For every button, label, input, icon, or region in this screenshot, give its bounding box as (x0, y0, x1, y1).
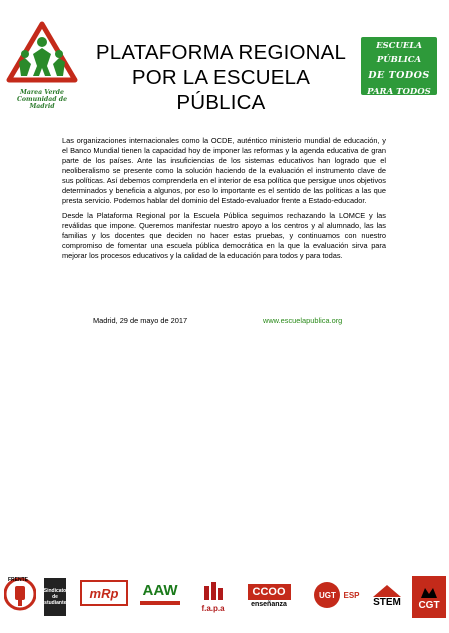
ugt-esp-logo (310, 578, 364, 612)
mrp-logo (80, 580, 128, 606)
marea-verde-caption: Marea Verde (20, 89, 64, 96)
fapa-label: f.a.p.a (201, 603, 225, 613)
marea-verde-logo (5, 20, 79, 108)
website-link[interactable]: www.escuelapublica.org (263, 316, 343, 325)
frente-label: FRENTE (8, 577, 28, 583)
escuela-publica-logo-line1: ESCUELA PÚBLICA (376, 41, 422, 65)
frente-estudiantil-logo (4, 576, 36, 616)
cgt-logo (412, 576, 446, 618)
sindicato-label: Sindicato de Estudiantes (40, 588, 70, 606)
paragraph-1: Las organizaciones internacionales como la OCDE, auténtico ministerio mundial de educación, y el Banco Mundial tienen la capacidad hoy de imponer las reformas y la agenda educativa de gran parte de los países. Ante las insuficiencias de los sistemas educativos han logrado que el neoliberalismo se presente como la solución haciendo de la evaluación el instrumento clave de sus políticas. Así debemos comprenderla en el interior de esa política que persigue unos objetivos determinados y beneficia a algunos, por eso lo importante es el sentido de las políticas a las que presta servicio. Podemos hablar del dominio del Estado-evaluador frente a Estado-educador. (62, 136, 386, 205)
cgt-cat-icon (419, 584, 439, 600)
stem-logo (367, 578, 407, 614)
aaw-label: AAW (142, 581, 178, 599)
ugt-label: UGT (314, 582, 340, 608)
footer-logos (0, 570, 449, 620)
date-line: Madrid, 29 de mayo de 2017 (93, 316, 188, 325)
page-title (86, 40, 356, 115)
cgt-label: CGT (418, 599, 440, 611)
esp-label: ESP (343, 590, 360, 600)
fapa-logo (193, 576, 233, 616)
stem-label: STEM (373, 596, 401, 608)
mrp-label: mRp (89, 585, 119, 601)
title-line-2: POR LA ESCUELA PÚBLICA (131, 66, 311, 114)
statement-body (62, 136, 386, 266)
fapa-figures-icon (201, 580, 225, 604)
escuela-publica-logo-line2: DE TODOS (368, 70, 430, 81)
escuela-publica-logo (361, 37, 437, 95)
aaw-logo (138, 578, 182, 608)
marea-verde-region: Comunidad de Madrid (16, 96, 68, 110)
ccoo-label: CCOO (248, 584, 291, 600)
ccoo-sub-label: enseñanza (251, 601, 287, 608)
marea-verde-figures-icon (5, 20, 79, 84)
title-line-1: PLATAFORMA REGIONAL (95, 41, 347, 64)
sindicato-estudiantes-logo (40, 578, 70, 616)
ccoo-ensenanza-logo (241, 580, 297, 612)
stem-roof-icon (373, 585, 401, 597)
escuela-publica-logo-line3: PARA TODOS (367, 87, 431, 95)
paragraph-2: Desde la Plataforma Regional por la Escuela Pública seguimos rechazando la LOMCE y las reválidas que impone. Queremos manifestar nuestro apoyo a los centros y al alumnado, las las familias y los docentes que deciden no hacer estas pruebas, y continuamos con nuestro compromiso de fomentar una escuela pública democrática en la que la evaluación sirva para mejorar los procesos educativos y la calidad de la educación para todos y para todas. (62, 211, 386, 260)
